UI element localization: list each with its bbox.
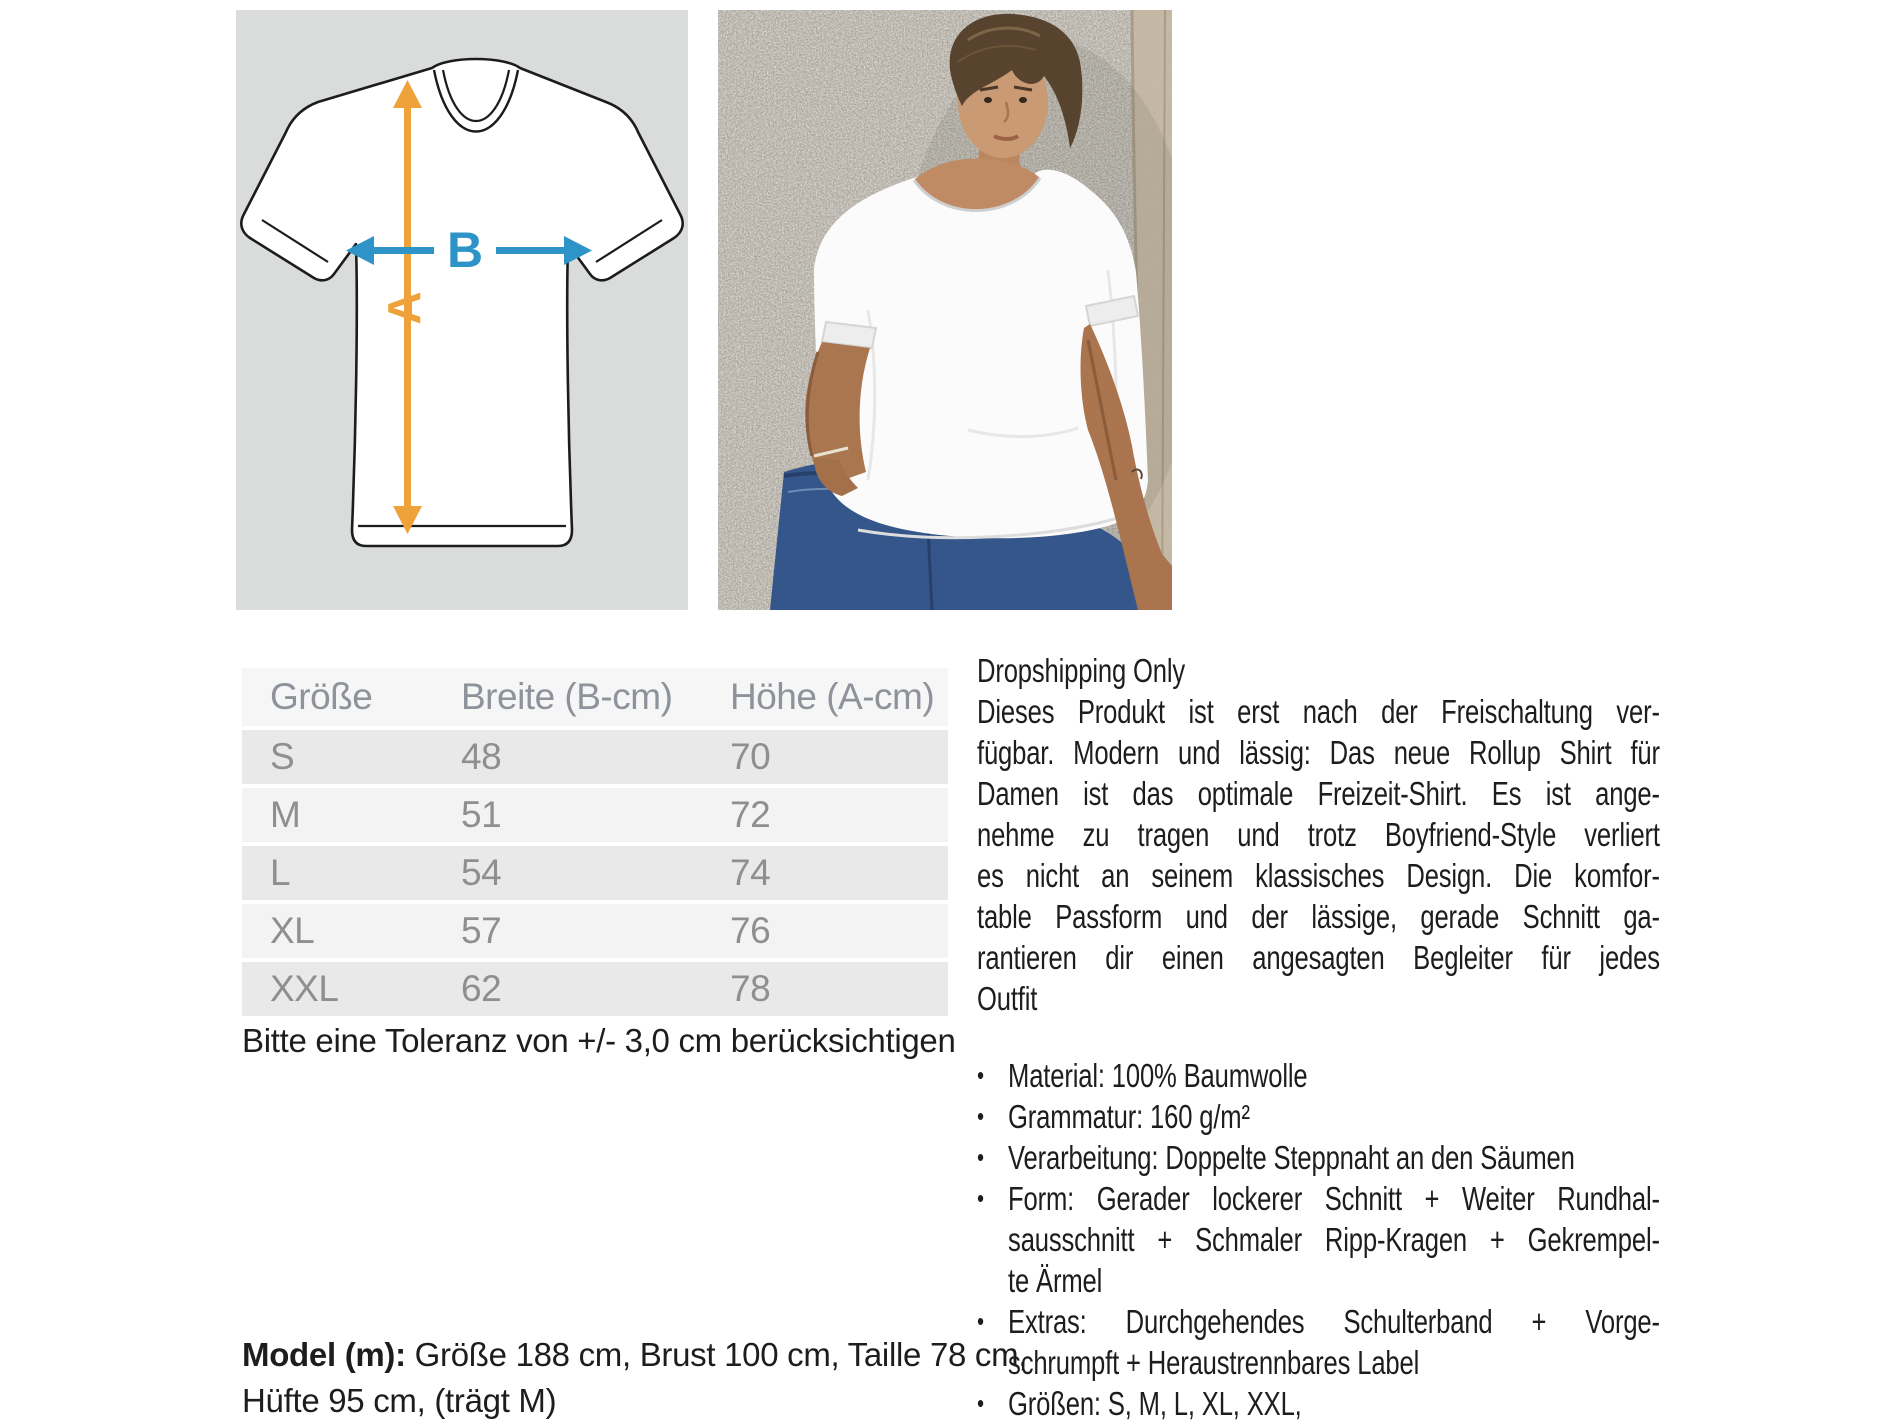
- width-cell: 51: [461, 794, 502, 835]
- height-cell: 70: [730, 736, 771, 777]
- model-info: [242, 1332, 1027, 1424]
- size-table: [242, 668, 948, 1020]
- col-header-width: Breite (B-cm): [461, 676, 673, 717]
- product-description: [977, 650, 1660, 1424]
- model-info-label: Model (m):: [242, 1336, 406, 1373]
- model-photo: [718, 10, 1172, 610]
- description-line: Größen: S, M, L, XL, XXL,: [1008, 1385, 1302, 1422]
- description-line: Dropshipping Only: [977, 652, 1186, 689]
- label-b: B: [446, 222, 484, 278]
- bullet-text: [1008, 1055, 1660, 1096]
- bullet-item: [977, 1383, 1660, 1424]
- col-header-size: Größe: [270, 676, 373, 717]
- col-header-height: Höhe (A-cm): [730, 676, 935, 717]
- bullet-dot-icon: •: [977, 1388, 984, 1418]
- description-line: nehme zu tragen und trotz Boyfriend-Style verliert: [977, 816, 1660, 853]
- height-cell: 78: [730, 968, 771, 1009]
- bullet-text: [1008, 1137, 1660, 1178]
- size-diagram: [236, 10, 688, 610]
- description-intro: [977, 650, 1660, 1019]
- size-cell: XXL: [270, 968, 339, 1009]
- tolerance-note: Bitte eine Toleranz von +/- 3,0 cm berücksichtigen: [242, 1022, 956, 1059]
- description-line: table Passform und der lässige, gerade Schnitt ga-: [977, 898, 1660, 935]
- description-line: rantieren dir einen angesagten Begleiter für jedes: [977, 939, 1660, 976]
- table-row: [242, 904, 948, 958]
- bullet-text: [1008, 1096, 1660, 1137]
- height-cell: 76: [730, 910, 771, 951]
- description-line: Damen ist das optimale Freizeit-Shirt. Es ist ange-: [977, 775, 1660, 812]
- width-cell: 48: [461, 736, 502, 777]
- description-bullet-list: [977, 1055, 1660, 1424]
- label-a: A: [378, 291, 430, 325]
- model-info-measurements: Größe 188 cm, Brust 100 cm, Taille 78 cm,: [405, 1336, 1028, 1373]
- description-line: Grammatur: 160 g/m²: [1008, 1098, 1250, 1135]
- bullet-item: [977, 1178, 1660, 1301]
- tshirt-outline: [241, 59, 682, 546]
- bullet-item: [977, 1096, 1660, 1137]
- table-row: [242, 846, 948, 900]
- bullet-item: [977, 1301, 1660, 1383]
- description-line: sausschnitt + Schmaler Ripp-Kragen + Gekrempel-: [1008, 1221, 1660, 1258]
- description-line: te Ärmel: [1008, 1262, 1103, 1299]
- bullet-dot-icon: •: [977, 1060, 984, 1090]
- bullet-text: [1008, 1178, 1660, 1301]
- table-row: [242, 788, 948, 842]
- bullet-item: [977, 1137, 1660, 1178]
- size-cell: L: [270, 852, 291, 893]
- size-cell: S: [270, 736, 295, 777]
- width-cell: 57: [461, 910, 502, 951]
- description-line: Dieses Produkt ist erst nach der Freischaltung ver-: [977, 693, 1660, 730]
- table-row: [242, 962, 948, 1016]
- bullet-text: [1008, 1383, 1660, 1424]
- height-cell: 72: [730, 794, 771, 835]
- model-photo-illustration: [718, 10, 1172, 610]
- description-line: Form: Gerader lockerer Schnitt + Weiter Rundhal-: [1008, 1180, 1660, 1217]
- bullet-text: [1008, 1301, 1660, 1383]
- description-line: Outfit: [977, 980, 1038, 1017]
- model-info-line1: [242, 1332, 1027, 1378]
- bullet-dot-icon: •: [977, 1306, 984, 1336]
- height-cell: 74: [730, 852, 771, 893]
- description-line: schrumpft + Heraustrennbares Label: [1008, 1344, 1420, 1381]
- model-info-line2: Hüfte 95 cm, (trägt M): [242, 1382, 557, 1419]
- size-cell: M: [270, 794, 301, 835]
- description-line: Extras: Durchgehendes Schulterband + Vorge-: [1008, 1303, 1660, 1340]
- description-line: fügbar. Modern und lässig: Das neue Rollup Shirt für: [977, 734, 1660, 771]
- description-line: Verarbeitung: Doppelte Steppnaht an den Säumen: [1008, 1139, 1575, 1176]
- size-table-header: [242, 668, 948, 726]
- width-cell: 54: [461, 852, 502, 893]
- bullet-dot-icon: •: [977, 1101, 984, 1131]
- description-line: es nicht an seinem klassisches Design. Die komfor-: [977, 857, 1660, 894]
- bullet-dot-icon: •: [977, 1183, 984, 1213]
- size-cell: XL: [270, 910, 315, 951]
- tshirt-schematic: [236, 10, 688, 610]
- bullet-item: [977, 1055, 1660, 1096]
- bullet-dot-icon: •: [977, 1142, 984, 1172]
- description-line: Material: 100% Baumwolle: [1008, 1057, 1308, 1094]
- table-row: [242, 730, 948, 784]
- width-cell: 62: [461, 968, 502, 1009]
- size-table-body: [242, 730, 948, 1016]
